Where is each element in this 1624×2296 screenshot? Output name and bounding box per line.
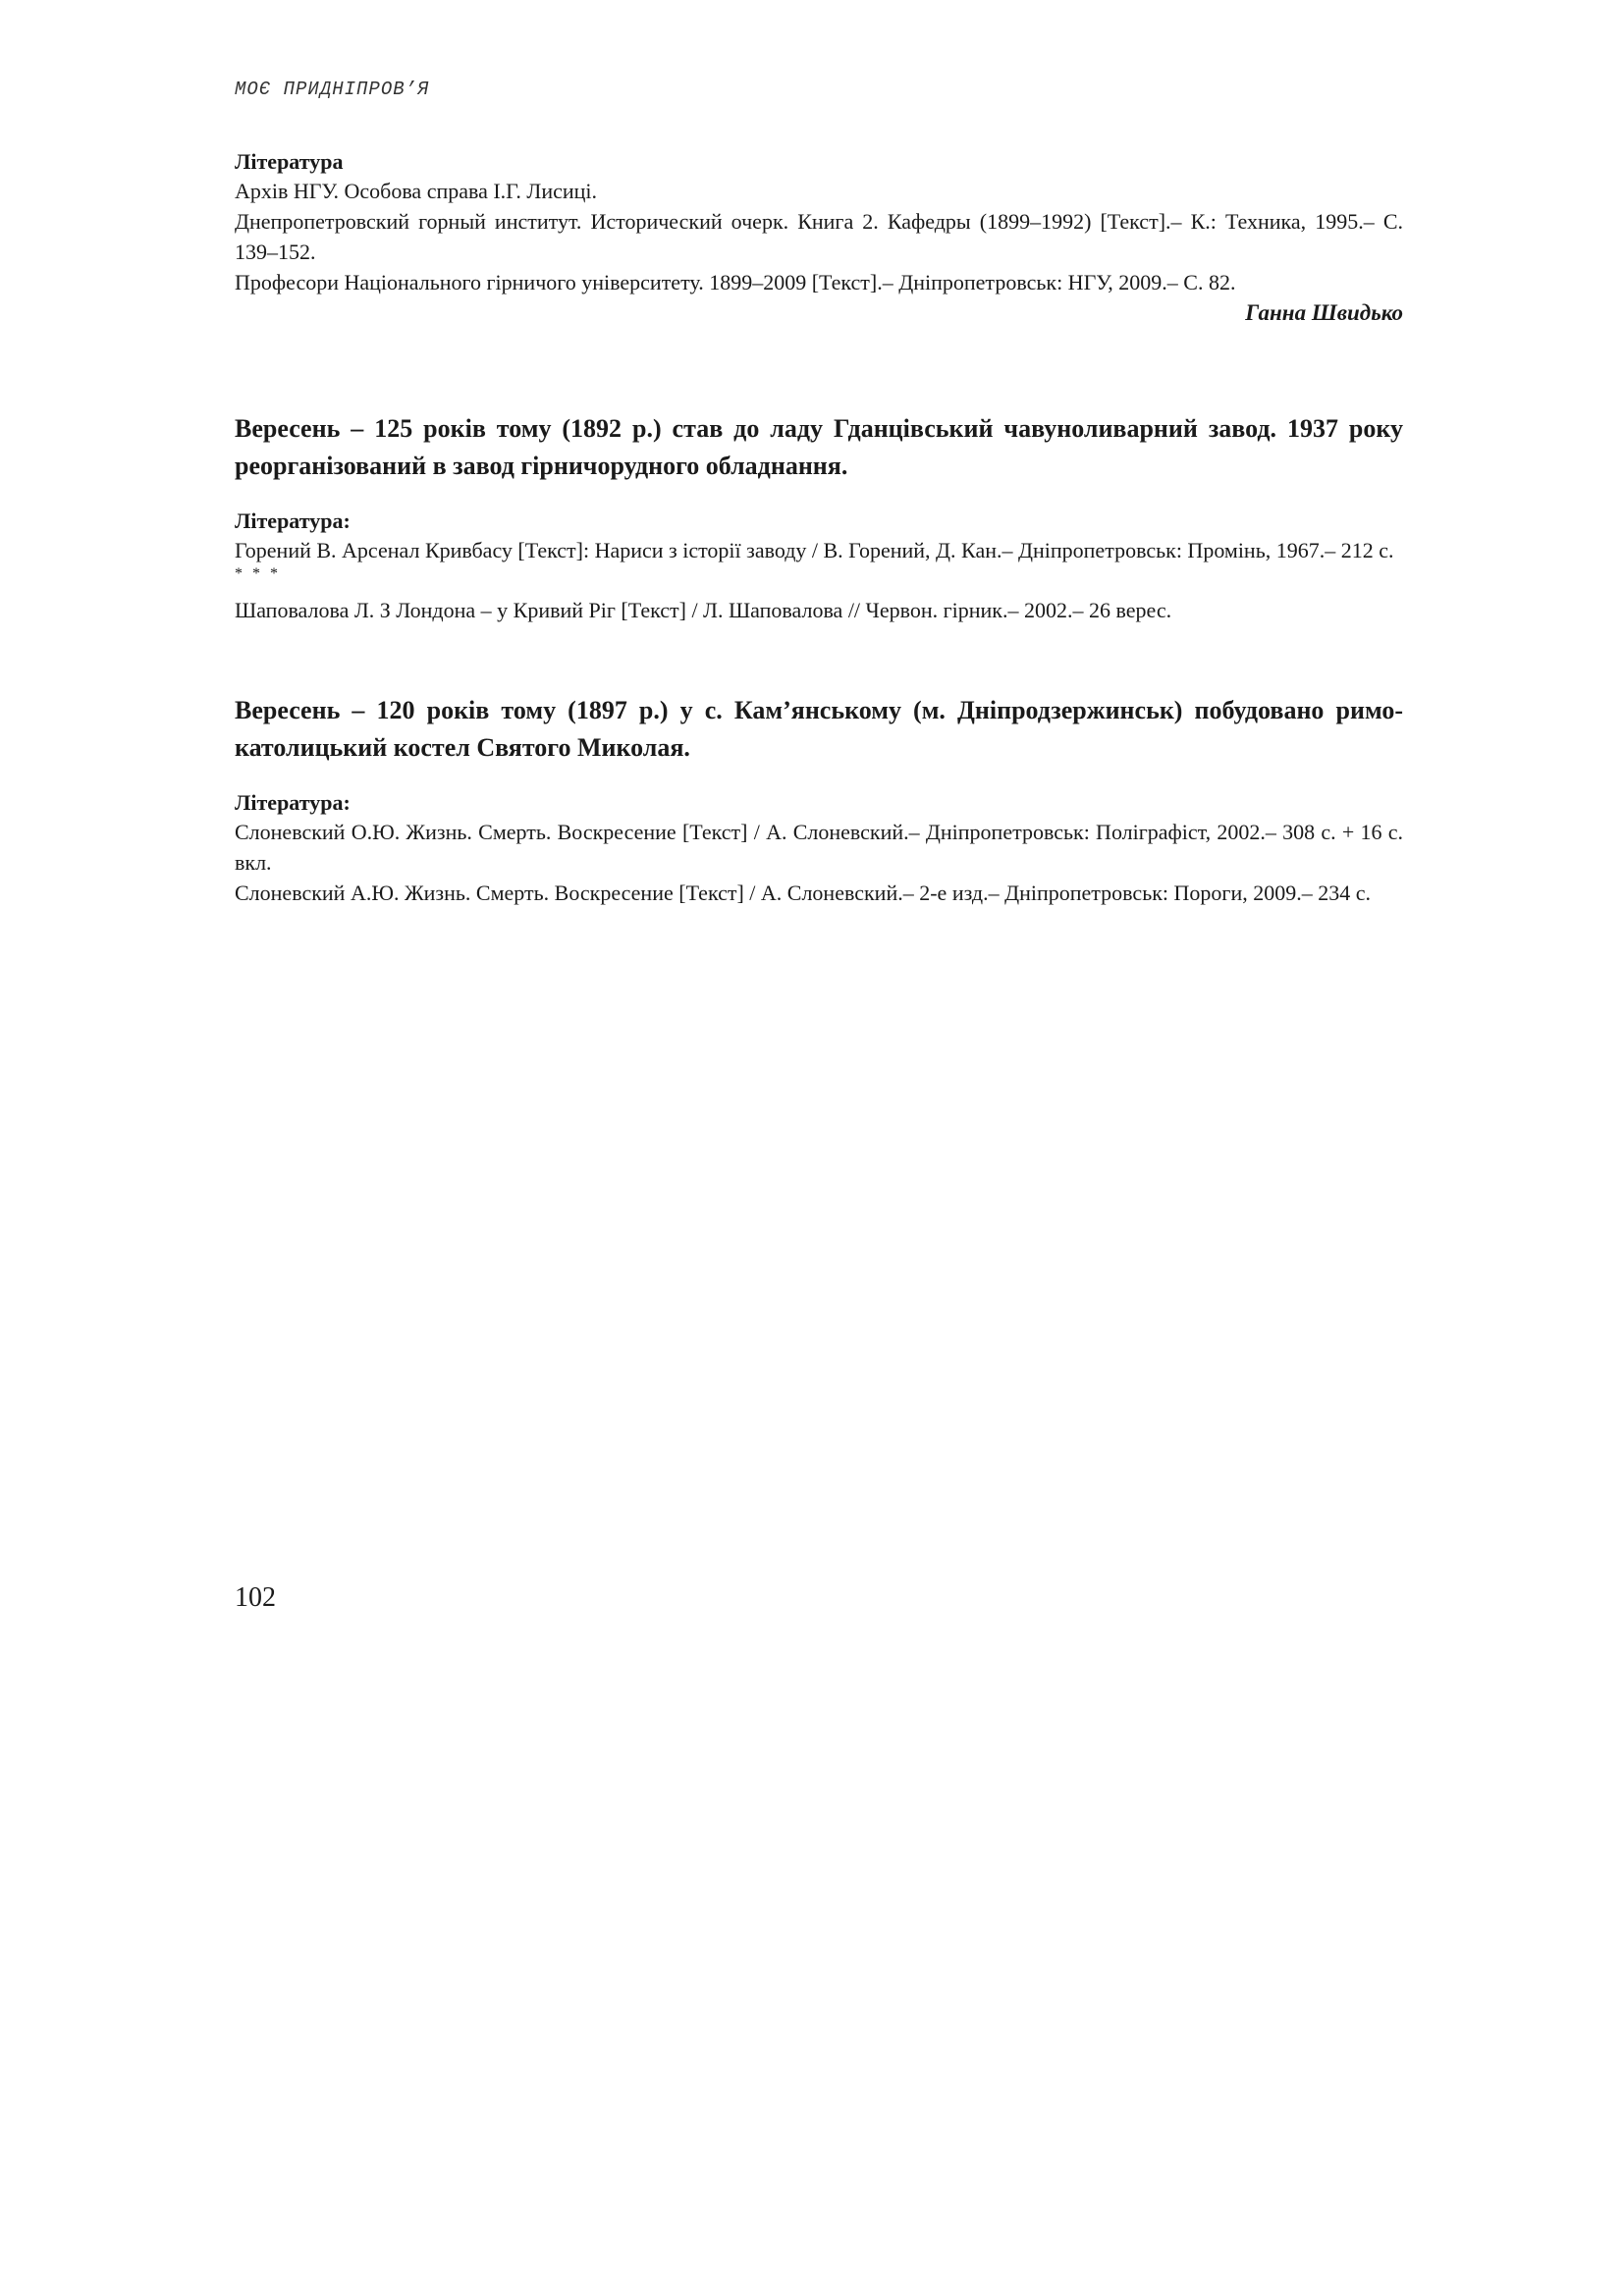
reference-item: Горений В. Арсенал Кривбасу [Текст]: Нариси з історії заводу / В. Горений, Д. Кан.– Дніпропетровськ: Промінь, 1967.– 212 с. [235, 538, 1394, 562]
reference-item: Архів НГУ. Особова справа І.Г. Лисиці. [235, 179, 598, 203]
section-previous-literature [235, 147, 1403, 328]
literature-heading: Література [235, 149, 344, 174]
author-signature: Ганна Швидько [1245, 300, 1403, 325]
page-number: 102 [235, 1582, 276, 1613]
literature-heading: Література: [235, 790, 351, 815]
literature-heading: Література: [235, 508, 351, 533]
event-title: Вересень – 120 років тому (1897 р.) у с. Кам’янському (м. Дніпродзержинськ) побудовано римо-католицький костел Святого Миколая. [235, 696, 1403, 762]
reference-item: Слоневский А.Ю. Жизнь. Смерть. Воскресение [Текст] / А. Слоневский.– 2-е изд.– Дніпропетровськ: Пороги, 2009.– 234 с. [235, 881, 1371, 905]
reference-item: Шаповалова Л. З Лондона – у Кривий Ріг [Текст] / Л. Шаповалова // Червон. гірник.– 2002.– 26 верес. [235, 598, 1172, 622]
page-content [235, 147, 1403, 908]
reference-item: Слоневский О.Ю. Жизнь. Смерть. Воскресение [Текст] / А. Слоневский.– Дніпропетровськ: Поліграфіст, 2002.– 308 с. + 16 с. вкл. [235, 820, 1403, 875]
running-head: МОЄ ПРИДНІПРОВ’Я [235, 79, 430, 100]
section-st-nicholas-church [235, 692, 1403, 908]
separator-stars: * * * [235, 565, 281, 582]
section-gdantsivskyi-plant [235, 410, 1403, 625]
event-title: Вересень – 125 років тому (1892 р.) став до ладу Гданцівський чавуноливарний завод. 1937 року реорганізований в завод гірничорудного обладнання. [235, 414, 1403, 480]
reference-item: Професори Національного гірничого університету. 1899–2009 [Текст].– Дніпропетровськ: НГУ, 2009.– С. 82. [235, 270, 1236, 294]
reference-item: Днепропетровский горный институт. Исторический очерк. Книга 2. Кафедры (1899–1992) [Текст].– К.: Техника, 1995.– С. 139–152. [235, 209, 1403, 264]
